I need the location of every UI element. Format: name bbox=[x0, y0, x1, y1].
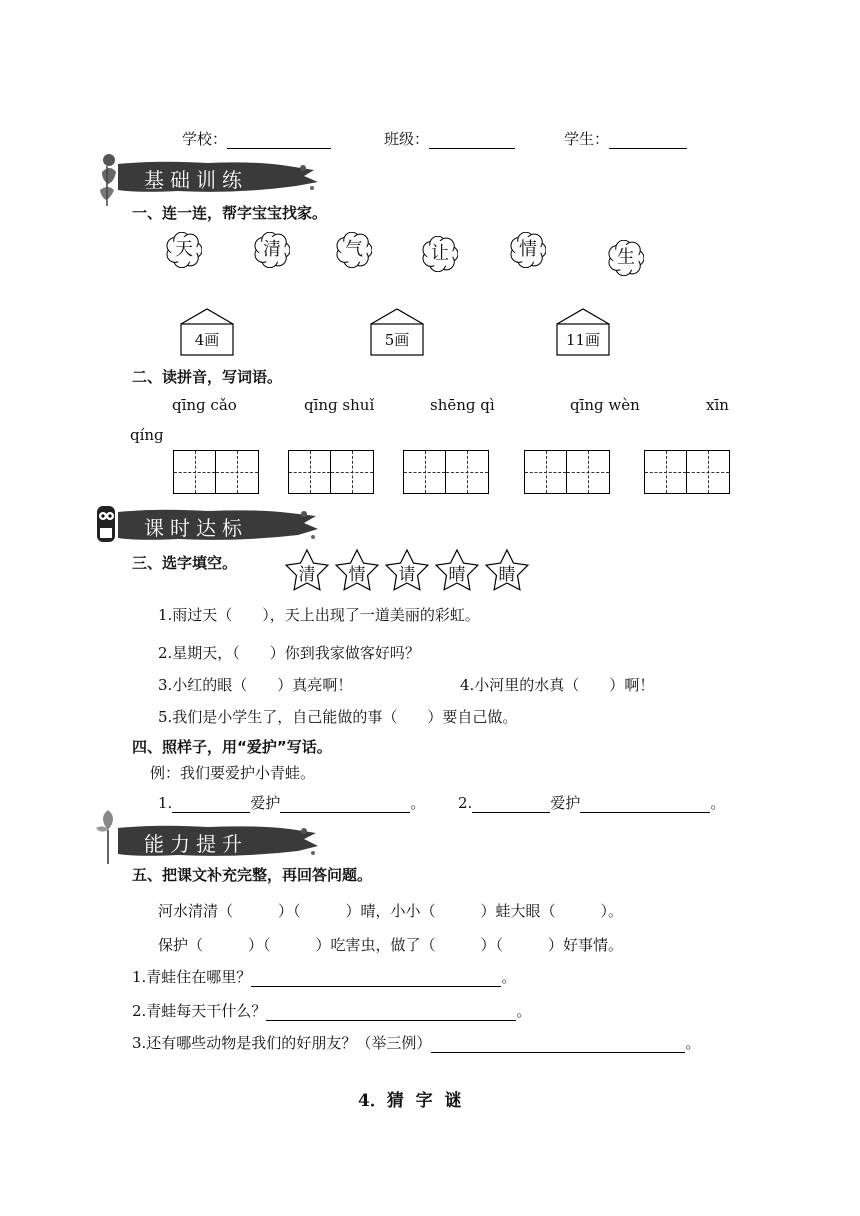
section-title-basic: 基础训练 bbox=[144, 168, 248, 192]
q5-question-text: 3.还有哪些动物是我们的好朋友？（举三例） bbox=[132, 1034, 432, 1052]
writing-grid-2[interactable] bbox=[288, 450, 374, 494]
owl-decoration-icon bbox=[94, 500, 118, 546]
student-field bbox=[564, 128, 687, 149]
flower-char-1[interactable] bbox=[166, 232, 202, 268]
pinyin-2: qīnɡ shuǐ bbox=[304, 396, 375, 414]
flower-char-label: 情 bbox=[519, 239, 537, 260]
q4-blank-a[interactable] bbox=[472, 796, 550, 813]
q1-title: 一、连一连，帮字宝宝找家。 bbox=[132, 204, 328, 222]
q3-item-5: 5.我们是小学生了，自己能做的事（ ）要自己做。 bbox=[158, 708, 518, 726]
q3-item-1: 1.雨过天（ ），天上出现了一道美丽的彩虹。 bbox=[158, 606, 480, 624]
house-label: 4画 bbox=[194, 331, 220, 349]
q5-question-text: 1.青蛙住在哪里？ bbox=[132, 968, 252, 986]
star-char-label: 清 bbox=[298, 565, 316, 585]
q4-word: 爱护 bbox=[550, 794, 581, 812]
q4-blank-b[interactable] bbox=[280, 796, 410, 813]
flower-char-label: 气 bbox=[345, 239, 363, 260]
student-label: 学生： bbox=[564, 130, 610, 148]
section-banner-lesson bbox=[118, 508, 318, 542]
star-char-2 bbox=[334, 548, 380, 592]
q4-line-2 bbox=[458, 792, 725, 813]
q5-question-1 bbox=[132, 966, 516, 987]
flower-char-label: 让 bbox=[431, 243, 449, 264]
flower-char-5[interactable] bbox=[510, 232, 546, 268]
q5-question-text: 2.青蛙每天干什么？ bbox=[132, 1002, 267, 1020]
pinyin-3: shēnɡ qì bbox=[430, 396, 495, 414]
flower-char-6[interactable] bbox=[608, 240, 644, 276]
q5-text-line-2: 保护（ ）（ ）吃害虫，做了（ ）（ ）好事情。 bbox=[158, 936, 624, 954]
class-blank[interactable] bbox=[429, 148, 515, 149]
flower-char-label: 生 bbox=[617, 247, 635, 268]
q3-item-4: 4.小河里的水真（ ）啊！ bbox=[460, 676, 655, 694]
flower-char-4[interactable] bbox=[422, 236, 458, 272]
q4-blank-a[interactable] bbox=[172, 796, 250, 813]
flower-char-3[interactable] bbox=[336, 232, 372, 268]
pinyin-4: qīnɡ wèn bbox=[570, 396, 640, 414]
answer-blank[interactable] bbox=[266, 1004, 516, 1021]
class-field bbox=[384, 128, 515, 149]
star-char-label: 请 bbox=[398, 565, 416, 585]
flower-char-label: 清 bbox=[263, 239, 281, 260]
star-char-4 bbox=[434, 548, 480, 592]
q4-number: 2. bbox=[458, 794, 473, 812]
school-label: 学校： bbox=[182, 130, 228, 148]
answer-blank[interactable] bbox=[431, 1036, 685, 1053]
bird-decoration-icon bbox=[94, 150, 120, 208]
house-5 bbox=[370, 308, 424, 356]
star-char-label: 晴 bbox=[448, 565, 466, 585]
q5-text-line-1: 河水清清（ ）（ ）晴，小小（ ）蛙大眼（ ）。 bbox=[158, 902, 624, 920]
writing-grid-5[interactable] bbox=[644, 450, 730, 494]
q5-title: 五、把课文补充完整，再回答问题。 bbox=[132, 866, 373, 884]
q5-period: 。 bbox=[685, 1034, 701, 1052]
flower-char-label: 天 bbox=[175, 239, 193, 260]
answer-blank[interactable] bbox=[251, 970, 501, 987]
class-label: 班级： bbox=[384, 130, 430, 148]
q5-period: 。 bbox=[516, 1002, 532, 1020]
next-lesson-title: 4．猜 字 谜 bbox=[358, 1091, 462, 1111]
writing-grid-3[interactable] bbox=[403, 450, 489, 494]
section-banner-ability bbox=[118, 824, 318, 858]
q4-example: 例：我们要爱护小青蛙。 bbox=[150, 764, 316, 782]
pinyin-5-wrap: qínɡ bbox=[130, 426, 164, 444]
writing-grid-4[interactable] bbox=[524, 450, 610, 494]
star-char-label: 情 bbox=[348, 565, 366, 585]
q3-item-3: 3.小红的眼（ ）真亮啊！ bbox=[158, 676, 353, 694]
q5-period: 。 bbox=[501, 968, 517, 986]
q5-question-2 bbox=[132, 1000, 531, 1021]
house-label: 11画 bbox=[565, 331, 601, 349]
q4-number: 1. bbox=[158, 794, 173, 812]
q3-title: 三、选字填空。 bbox=[132, 554, 238, 572]
house-label: 5画 bbox=[384, 331, 410, 349]
school-field bbox=[182, 128, 331, 149]
section-banner-basic bbox=[118, 160, 318, 194]
q4-line-1 bbox=[158, 792, 425, 813]
section-title-lesson: 课时达标 bbox=[144, 516, 248, 540]
student-blank[interactable] bbox=[609, 148, 687, 149]
flower-char-2[interactable] bbox=[254, 232, 290, 268]
house-11 bbox=[556, 308, 610, 356]
school-blank[interactable] bbox=[227, 148, 331, 149]
writing-grid-1[interactable] bbox=[173, 450, 259, 494]
q4-blank-b[interactable] bbox=[580, 796, 710, 813]
pinyin-5: xīn bbox=[706, 396, 729, 414]
pinyin-1: qīnɡ cǎo bbox=[172, 396, 237, 414]
star-char-3 bbox=[384, 548, 430, 592]
star-char-label: 睛 bbox=[498, 565, 516, 585]
q4-title: 四、照样子，用“爱护”写话。 bbox=[132, 738, 332, 756]
q5-question-3 bbox=[132, 1032, 700, 1053]
q4-word: 爱护 bbox=[250, 794, 281, 812]
q3-item-2: 2.星期天，（ ）你到我家做客好吗？ bbox=[158, 644, 420, 662]
star-char-1 bbox=[284, 548, 330, 592]
section-title-ability: 能力提升 bbox=[144, 832, 248, 856]
q4-period: 。 bbox=[710, 794, 726, 812]
q2-title: 二、读拼音，写词语。 bbox=[132, 368, 283, 386]
q4-period: 。 bbox=[410, 794, 426, 812]
star-char-5 bbox=[484, 548, 530, 592]
house-4 bbox=[180, 308, 234, 356]
